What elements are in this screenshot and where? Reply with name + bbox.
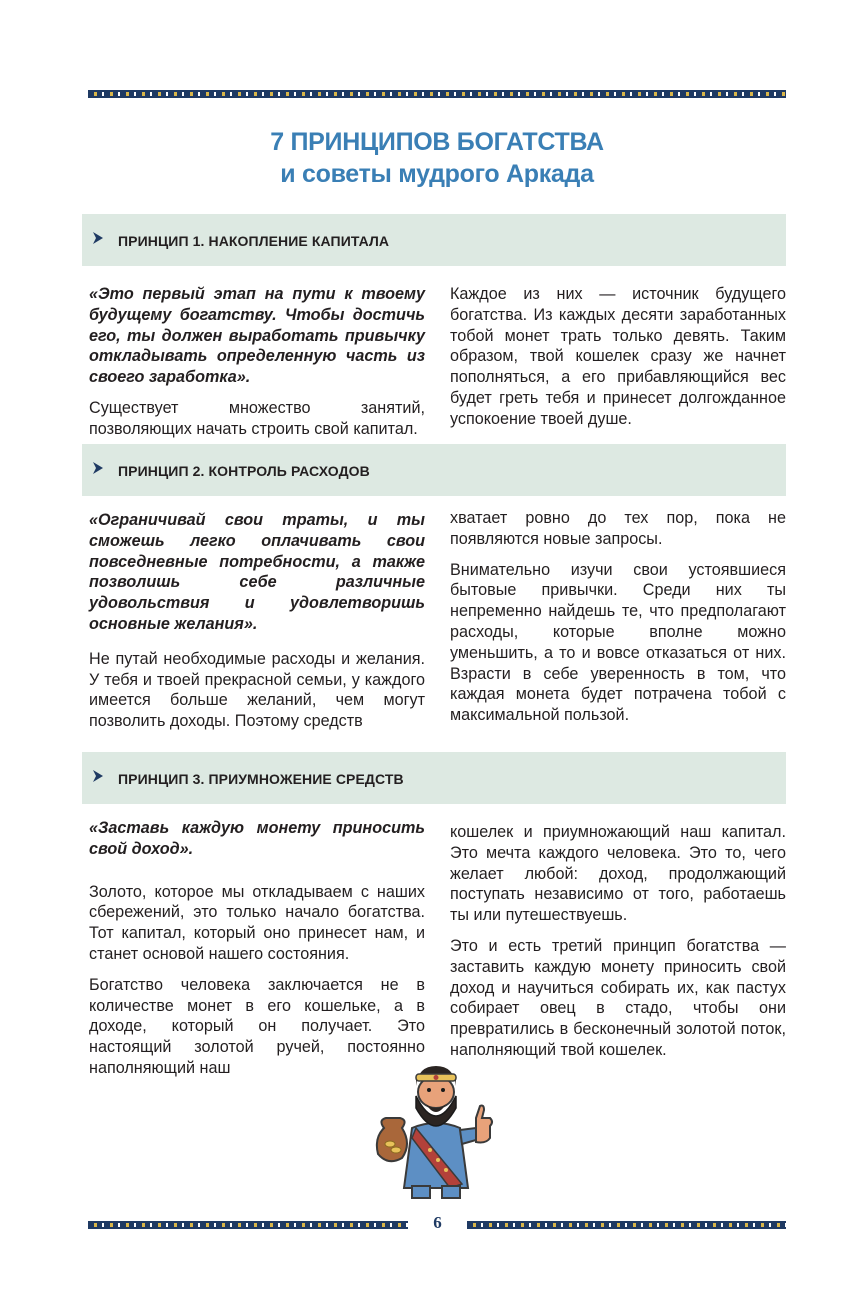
arrow-bullet-icon bbox=[92, 461, 104, 475]
principle-1-right-column bbox=[450, 284, 786, 440]
principle-1-header bbox=[82, 214, 786, 266]
page-title: 7 ПРИНЦИПОВ БОГАТСТВА bbox=[270, 128, 604, 156]
principle-3-left-column bbox=[89, 818, 425, 1089]
principle-2-paragraph: Внимательно изучи свои устоявшиеся бытовые привычки. Среди них ты непременно найдешь те, что предполагают расходы, которые вполне можно уменьшить, а то и вовсе отказаться от них. Взрасти в себе уверенность в том, что каждая монета будет потрачена тобой с максимальной пользой. bbox=[450, 560, 786, 725]
page-number: 6 bbox=[433, 1213, 442, 1232]
arkad-illustration bbox=[372, 1058, 500, 1200]
principle-3-paragraph: Богатство человека заключается не в количестве монет в его кошельке, а в доходе, который он получает. Это настоящий золотой ручей, постоянно наполняющий наш bbox=[89, 975, 425, 1077]
principle-2-paragraph: Не путай необходимые расходы и желания. У тебя и твоей прекрасной семьи, у каждого имеется больше желаний, чем могут позволить доходы. Поэтому средств bbox=[89, 649, 425, 731]
page-subtitle: и советы мудрого Аркада bbox=[280, 160, 594, 188]
principle-3-quote: «Заставь каждую монету приносить свой доход». bbox=[89, 819, 425, 858]
bottom-ornament-border-right bbox=[467, 1221, 786, 1229]
principle-1-paragraph: Существует множество занятий, позволяющих начать строить свой капитал. bbox=[89, 398, 425, 438]
principle-1-left-column bbox=[89, 284, 425, 450]
principle-2-heading: ПРИНЦИП 2. КОНТРОЛЬ РАСХОДОВ bbox=[118, 463, 370, 479]
principle-1-heading: ПРИНЦИП 1. НАКОПЛЕНИЕ КАПИТАЛА bbox=[118, 233, 390, 249]
principle-2-left-column bbox=[89, 510, 425, 742]
principle-2-quote: «Ограничивай свои траты, и ты сможешь легко оплачивать свои повседневные потребности, а также позволишь себе различные удовольствия и удовлетворишь основные желания». bbox=[89, 511, 425, 633]
principle-1-quote: «Это первый этап на пути к твоему будущему богатству. Чтобы достичь его, ты должен выработать привычку откладывать определенную часть из своего заработка». bbox=[89, 285, 425, 387]
arrow-bullet-icon bbox=[92, 769, 104, 783]
principle-2-paragraph: хватает ровно до тех пор, пока не появляются новые запросы. bbox=[450, 509, 786, 548]
principle-2-header bbox=[82, 444, 786, 496]
arrow-bullet-icon bbox=[92, 231, 104, 245]
principle-3-header bbox=[82, 752, 786, 804]
principle-3-paragraph: Золото, которое мы откладываем с наших сбережений, это только начало богатства. Тот капитал, который оно принесет нам, и станет основой нашего состояния. bbox=[89, 882, 425, 963]
top-ornament-border bbox=[88, 90, 786, 98]
bottom-ornament-border-left bbox=[88, 1221, 408, 1229]
principle-3-paragraph: Это и есть третий принцип богатства — заставить каждую монету приносить свой доход и научиться собирать их, как пастух собирает овец в стадо, чтобы они превратились в бесконечный золотой поток, наполняющий твой кошелек. bbox=[450, 936, 786, 1059]
principle-1-paragraph: Каждое из них — источник будущего богатства. Из каждых десяти заработанных тобой монет трать только девять. Таким образом, твой кошелек сразу же начнет пополняться, а его прибавляющийся вес будет греть тебя и принесет долгожданное успокоение твоей душе. bbox=[450, 285, 786, 428]
principle-3-paragraph: кошелек и приумножающий наш капитал. Это мечта каждого человека. Это то, чего желает любой: доход, продолжающий поступать независимо от того, работаешь ты или путешествуешь. bbox=[450, 823, 786, 925]
principle-3-right-column bbox=[450, 822, 786, 1071]
principle-3-heading: ПРИНЦИП 3. ПРИУМНОЖЕНИЕ СРЕДСТВ bbox=[118, 771, 404, 787]
principle-2-right-column bbox=[450, 508, 786, 736]
